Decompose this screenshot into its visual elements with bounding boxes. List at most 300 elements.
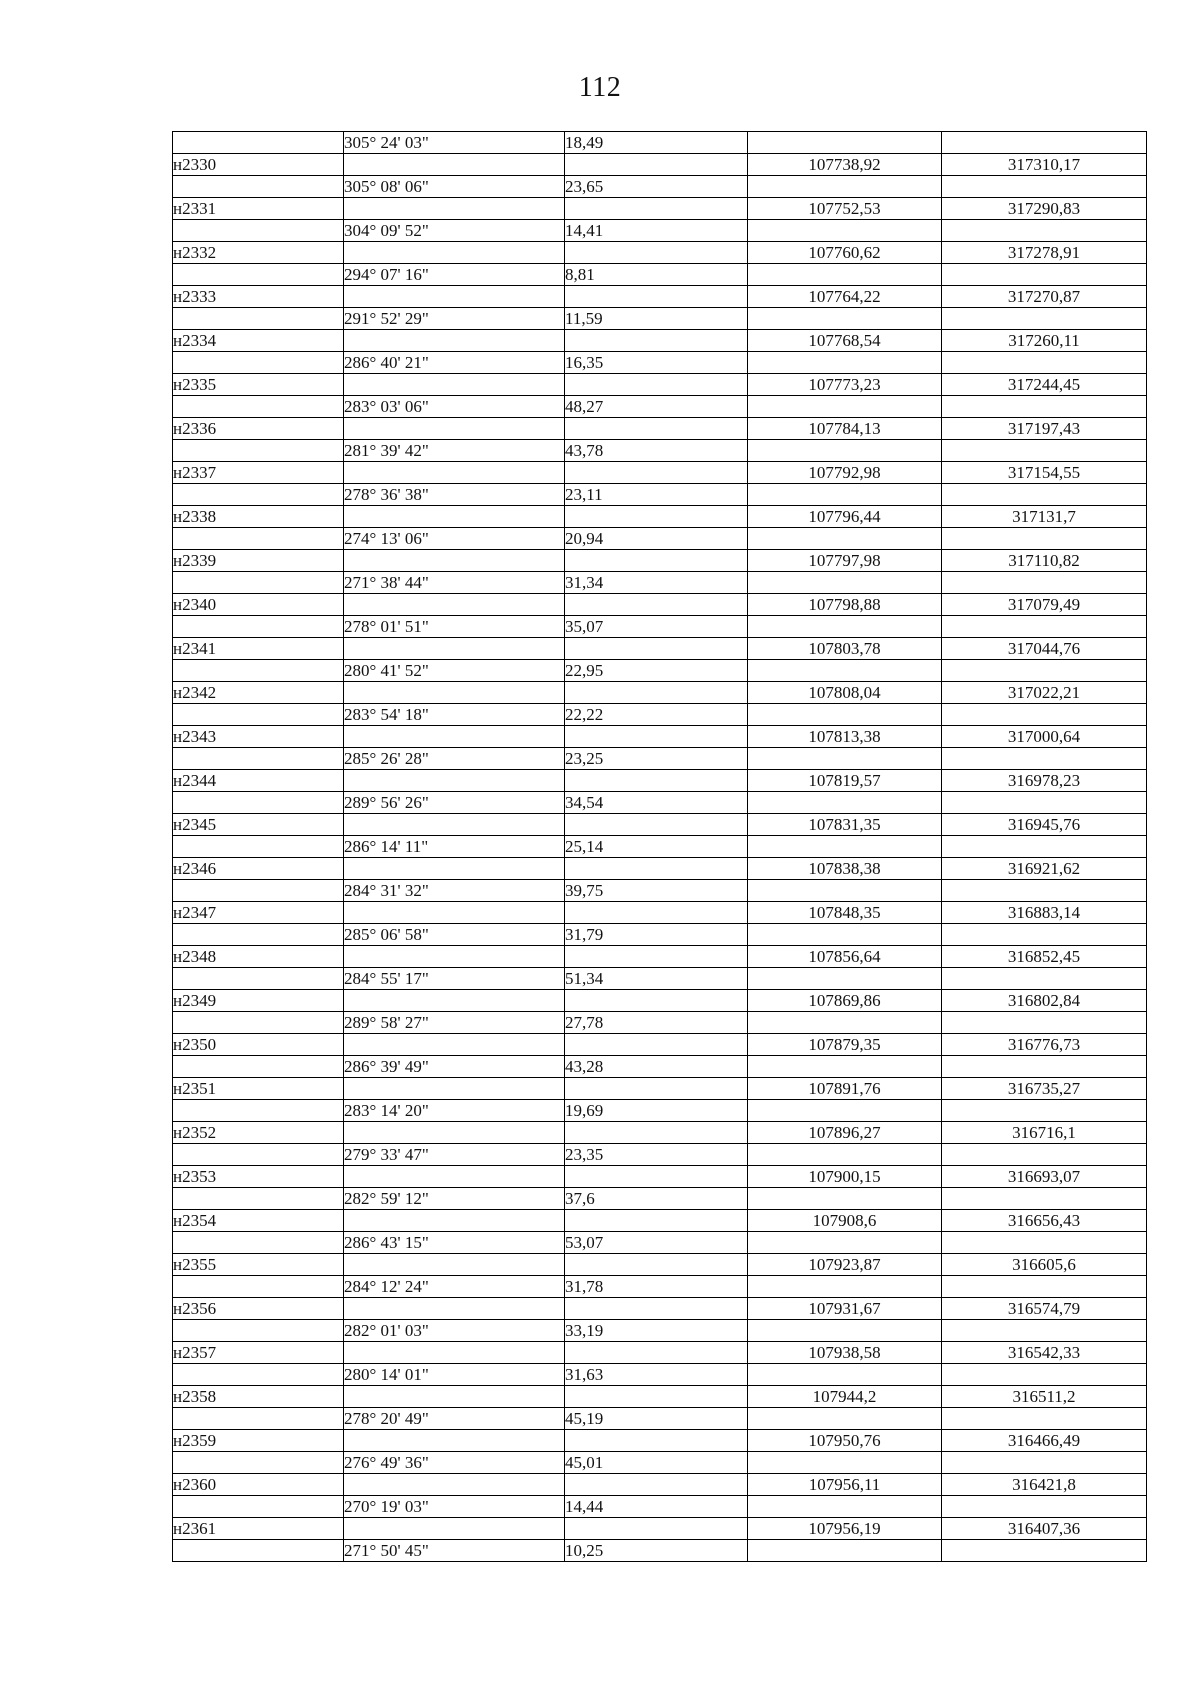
table-row (173, 242, 1147, 264)
x-coordinate-cell: 107956,11 (748, 1474, 942, 1496)
distance-cell (565, 286, 748, 308)
table-row (173, 1144, 1147, 1166)
y-coordinate-cell (942, 264, 1147, 286)
point-name-cell (173, 704, 344, 726)
table-row (173, 1012, 1147, 1034)
distance-cell: 31,79 (565, 924, 748, 946)
distance-cell: 31,34 (565, 572, 748, 594)
point-name-cell: н2349 (173, 990, 344, 1012)
table-row (173, 968, 1147, 990)
distance-cell: 43,28 (565, 1056, 748, 1078)
table-row (173, 660, 1147, 682)
y-coordinate-cell (942, 704, 1147, 726)
y-coordinate-cell (942, 572, 1147, 594)
distance-cell (565, 814, 748, 836)
direction-angle-cell (344, 506, 565, 528)
distance-cell: 25,14 (565, 836, 748, 858)
distance-cell: 14,41 (565, 220, 748, 242)
x-coordinate-cell: 107738,92 (748, 154, 942, 176)
y-coordinate-cell: 317310,17 (942, 154, 1147, 176)
distance-cell: 11,59 (565, 308, 748, 330)
table-row (173, 1056, 1147, 1078)
distance-cell (565, 154, 748, 176)
x-coordinate-cell (748, 1276, 942, 1298)
x-coordinate-cell: 107819,57 (748, 770, 942, 792)
table-row (173, 1188, 1147, 1210)
x-coordinate-cell (748, 704, 942, 726)
y-coordinate-cell: 316407,36 (942, 1518, 1147, 1540)
point-name-cell (173, 924, 344, 946)
direction-angle-cell: 274° 13' 06" (344, 528, 565, 550)
table-row (173, 220, 1147, 242)
x-coordinate-cell (748, 880, 942, 902)
table-row (173, 704, 1147, 726)
x-coordinate-cell: 107956,19 (748, 1518, 942, 1540)
y-coordinate-cell: 316945,76 (942, 814, 1147, 836)
page-number: 112 (578, 72, 622, 103)
y-coordinate-cell: 316693,07 (942, 1166, 1147, 1188)
y-coordinate-cell: 316883,14 (942, 902, 1147, 924)
y-coordinate-cell: 316802,84 (942, 990, 1147, 1012)
y-coordinate-cell (942, 1232, 1147, 1254)
point-name-cell (173, 1452, 344, 1474)
distance-cell: 23,65 (565, 176, 748, 198)
direction-angle-cell (344, 1474, 565, 1496)
distance-cell (565, 506, 748, 528)
direction-angle-cell (344, 462, 565, 484)
distance-cell: 51,34 (565, 968, 748, 990)
y-coordinate-cell (942, 1320, 1147, 1342)
distance-cell (565, 1386, 748, 1408)
x-coordinate-cell: 107764,22 (748, 286, 942, 308)
distance-cell: 45,01 (565, 1452, 748, 1474)
distance-cell (565, 1210, 748, 1232)
table-row (173, 1430, 1147, 1452)
x-coordinate-cell: 107923,87 (748, 1254, 942, 1276)
distance-cell (565, 770, 748, 792)
distance-cell: 10,25 (565, 1540, 748, 1562)
x-coordinate-cell (748, 1496, 942, 1518)
direction-angle-cell: 278° 36' 38" (344, 484, 565, 506)
y-coordinate-cell (942, 968, 1147, 990)
y-coordinate-cell (942, 792, 1147, 814)
x-coordinate-cell (748, 792, 942, 814)
table-row (173, 352, 1147, 374)
direction-angle-cell (344, 330, 565, 352)
table-row (173, 132, 1147, 154)
point-name-cell (173, 880, 344, 902)
x-coordinate-cell (748, 1320, 942, 1342)
y-coordinate-cell (942, 1012, 1147, 1034)
distance-cell (565, 374, 748, 396)
y-coordinate-cell (942, 308, 1147, 330)
x-coordinate-cell: 107950,76 (748, 1430, 942, 1452)
point-name-cell: н2344 (173, 770, 344, 792)
x-coordinate-cell: 107784,13 (748, 418, 942, 440)
point-name-cell: н2330 (173, 154, 344, 176)
x-coordinate-cell: 107768,54 (748, 330, 942, 352)
table-row (173, 1496, 1147, 1518)
y-coordinate-cell (942, 1496, 1147, 1518)
direction-angle-cell: 276° 49' 36" (344, 1452, 565, 1474)
direction-angle-cell: 304° 09' 52" (344, 220, 565, 242)
distance-cell (565, 1078, 748, 1100)
y-coordinate-cell: 317131,7 (942, 506, 1147, 528)
y-coordinate-cell: 316776,73 (942, 1034, 1147, 1056)
table-row (173, 1408, 1147, 1430)
direction-angle-cell (344, 770, 565, 792)
direction-angle-cell: 291° 52' 29" (344, 308, 565, 330)
y-coordinate-cell (942, 396, 1147, 418)
point-name-cell (173, 1056, 344, 1078)
table-row (173, 880, 1147, 902)
y-coordinate-cell (942, 660, 1147, 682)
point-name-cell (173, 484, 344, 506)
direction-angle-cell: 271° 38' 44" (344, 572, 565, 594)
direction-angle-cell (344, 154, 565, 176)
x-coordinate-cell (748, 1540, 942, 1562)
direction-angle-cell: 278° 01' 51" (344, 616, 565, 638)
y-coordinate-cell: 317110,82 (942, 550, 1147, 572)
point-name-cell (173, 440, 344, 462)
point-name-cell: н2347 (173, 902, 344, 924)
direction-angle-cell (344, 1166, 565, 1188)
table-row (173, 770, 1147, 792)
direction-angle-cell (344, 1518, 565, 1540)
distance-cell (565, 682, 748, 704)
table-row (173, 1276, 1147, 1298)
x-coordinate-cell (748, 968, 942, 990)
table-row (173, 374, 1147, 396)
point-name-cell (173, 220, 344, 242)
distance-cell (565, 946, 748, 968)
x-coordinate-cell: 107798,88 (748, 594, 942, 616)
y-coordinate-cell (942, 836, 1147, 858)
point-name-cell (173, 1100, 344, 1122)
distance-cell: 8,81 (565, 264, 748, 286)
table-row (173, 1474, 1147, 1496)
direction-angle-cell: 305° 08' 06" (344, 176, 565, 198)
x-coordinate-cell: 107848,35 (748, 902, 942, 924)
point-name-cell: н2346 (173, 858, 344, 880)
point-name-cell (173, 176, 344, 198)
distance-cell (565, 198, 748, 220)
direction-angle-cell (344, 1122, 565, 1144)
y-coordinate-cell: 317000,64 (942, 726, 1147, 748)
point-name-cell (173, 1012, 344, 1034)
point-name-cell: н2361 (173, 1518, 344, 1540)
distance-cell: 53,07 (565, 1232, 748, 1254)
point-name-cell: н2333 (173, 286, 344, 308)
y-coordinate-cell (942, 352, 1147, 374)
point-name-cell: н2350 (173, 1034, 344, 1056)
direction-angle-cell: 282° 59' 12" (344, 1188, 565, 1210)
x-coordinate-cell (748, 440, 942, 462)
distance-cell (565, 594, 748, 616)
direction-angle-cell: 280° 14' 01" (344, 1364, 565, 1386)
point-name-cell: н2338 (173, 506, 344, 528)
distance-cell: 43,78 (565, 440, 748, 462)
distance-cell: 37,6 (565, 1188, 748, 1210)
direction-angle-cell: 282° 01' 03" (344, 1320, 565, 1342)
point-name-cell: н2342 (173, 682, 344, 704)
table-row (173, 1320, 1147, 1342)
table-row (173, 264, 1147, 286)
x-coordinate-cell: 107752,53 (748, 198, 942, 220)
x-coordinate-cell: 107900,15 (748, 1166, 942, 1188)
y-coordinate-cell: 316421,8 (942, 1474, 1147, 1496)
point-name-cell: н2348 (173, 946, 344, 968)
point-name-cell: н2334 (173, 330, 344, 352)
point-name-cell: н2336 (173, 418, 344, 440)
point-name-cell (173, 968, 344, 990)
x-coordinate-cell (748, 836, 942, 858)
direction-angle-cell: 284° 31' 32" (344, 880, 565, 902)
point-name-cell (173, 1408, 344, 1430)
direction-angle-cell (344, 1386, 565, 1408)
x-coordinate-cell: 107938,58 (748, 1342, 942, 1364)
y-coordinate-cell: 317197,43 (942, 418, 1147, 440)
y-coordinate-cell (942, 1408, 1147, 1430)
x-coordinate-cell (748, 616, 942, 638)
y-coordinate-cell: 317260,11 (942, 330, 1147, 352)
x-coordinate-cell (748, 396, 942, 418)
point-name-cell: н2331 (173, 198, 344, 220)
point-name-cell: н2357 (173, 1342, 344, 1364)
direction-angle-cell (344, 990, 565, 1012)
direction-angle-cell: 283° 03' 06" (344, 396, 565, 418)
x-coordinate-cell (748, 308, 942, 330)
y-coordinate-cell (942, 484, 1147, 506)
table-row (173, 308, 1147, 330)
table-row (173, 154, 1147, 176)
table-row (173, 1210, 1147, 1232)
distance-cell (565, 990, 748, 1012)
point-name-cell: н2352 (173, 1122, 344, 1144)
distance-cell: 45,19 (565, 1408, 748, 1430)
x-coordinate-cell (748, 528, 942, 550)
y-coordinate-cell (942, 132, 1147, 154)
x-coordinate-cell: 107879,35 (748, 1034, 942, 1056)
distance-cell: 16,35 (565, 352, 748, 374)
y-coordinate-cell: 316656,43 (942, 1210, 1147, 1232)
y-coordinate-cell (942, 1540, 1147, 1562)
table-row (173, 550, 1147, 572)
direction-angle-cell: 283° 54' 18" (344, 704, 565, 726)
direction-angle-cell (344, 286, 565, 308)
point-name-cell (173, 1144, 344, 1166)
y-coordinate-cell: 317290,83 (942, 198, 1147, 220)
point-name-cell: н2332 (173, 242, 344, 264)
y-coordinate-cell (942, 1188, 1147, 1210)
table-row (173, 924, 1147, 946)
point-name-cell: н2360 (173, 1474, 344, 1496)
point-name-cell (173, 264, 344, 286)
direction-angle-cell (344, 1078, 565, 1100)
x-coordinate-cell: 107931,67 (748, 1298, 942, 1320)
point-name-cell (173, 1232, 344, 1254)
y-coordinate-cell: 317244,45 (942, 374, 1147, 396)
table-row (173, 594, 1147, 616)
x-coordinate-cell (748, 264, 942, 286)
x-coordinate-cell: 107773,23 (748, 374, 942, 396)
x-coordinate-cell: 107831,35 (748, 814, 942, 836)
table-row (173, 528, 1147, 550)
distance-cell: 23,35 (565, 1144, 748, 1166)
distance-cell (565, 1034, 748, 1056)
y-coordinate-cell (942, 616, 1147, 638)
x-coordinate-cell (748, 352, 942, 374)
direction-angle-cell: 289° 56' 26" (344, 792, 565, 814)
point-name-cell (173, 352, 344, 374)
table-row (173, 858, 1147, 880)
point-name-cell (173, 308, 344, 330)
y-coordinate-cell: 316921,62 (942, 858, 1147, 880)
direction-angle-cell: 286° 39' 49" (344, 1056, 565, 1078)
y-coordinate-cell (942, 528, 1147, 550)
point-name-cell (173, 1540, 344, 1562)
x-coordinate-cell: 107792,98 (748, 462, 942, 484)
direction-angle-cell (344, 726, 565, 748)
x-coordinate-cell (748, 1408, 942, 1430)
distance-cell: 18,49 (565, 132, 748, 154)
point-name-cell: н2343 (173, 726, 344, 748)
point-name-cell (173, 572, 344, 594)
distance-cell: 48,27 (565, 396, 748, 418)
y-coordinate-cell: 317270,87 (942, 286, 1147, 308)
point-name-cell (173, 1496, 344, 1518)
direction-angle-cell: 270° 19' 03" (344, 1496, 565, 1518)
y-coordinate-cell (942, 1100, 1147, 1122)
distance-cell (565, 858, 748, 880)
point-name-cell (173, 132, 344, 154)
table-row (173, 506, 1147, 528)
point-name-cell: н2345 (173, 814, 344, 836)
direction-angle-cell (344, 1430, 565, 1452)
x-coordinate-cell (748, 1144, 942, 1166)
table-row (173, 1232, 1147, 1254)
table-row (173, 1100, 1147, 1122)
table-row (173, 176, 1147, 198)
direction-angle-cell: 305° 24' 03" (344, 132, 565, 154)
y-coordinate-cell: 317278,91 (942, 242, 1147, 264)
direction-angle-cell (344, 374, 565, 396)
x-coordinate-cell: 107944,2 (748, 1386, 942, 1408)
y-coordinate-cell: 316605,6 (942, 1254, 1147, 1276)
y-coordinate-cell: 316511,2 (942, 1386, 1147, 1408)
direction-angle-cell: 286° 14' 11" (344, 836, 565, 858)
direction-angle-cell: 271° 50' 45" (344, 1540, 565, 1562)
distance-cell (565, 638, 748, 660)
table-row (173, 572, 1147, 594)
table-row (173, 286, 1147, 308)
distance-cell (565, 1166, 748, 1188)
direction-angle-cell (344, 1210, 565, 1232)
direction-angle-cell: 285° 06' 58" (344, 924, 565, 946)
x-coordinate-cell (748, 484, 942, 506)
table-row (173, 814, 1147, 836)
y-coordinate-cell: 317044,76 (942, 638, 1147, 660)
y-coordinate-cell (942, 1452, 1147, 1474)
direction-angle-cell: 294° 07' 16" (344, 264, 565, 286)
y-coordinate-cell: 317022,21 (942, 682, 1147, 704)
x-coordinate-cell (748, 1100, 942, 1122)
x-coordinate-cell (748, 924, 942, 946)
y-coordinate-cell: 316716,1 (942, 1122, 1147, 1144)
point-name-cell (173, 616, 344, 638)
table-row (173, 748, 1147, 770)
direction-angle-cell (344, 1298, 565, 1320)
point-name-cell (173, 396, 344, 418)
direction-angle-cell: 286° 40' 21" (344, 352, 565, 374)
distance-cell: 31,63 (565, 1364, 748, 1386)
x-coordinate-cell: 107803,78 (748, 638, 942, 660)
point-name-cell: н2355 (173, 1254, 344, 1276)
point-name-cell (173, 748, 344, 770)
x-coordinate-cell (748, 1012, 942, 1034)
table-row (173, 1364, 1147, 1386)
table-row (173, 484, 1147, 506)
table-row (173, 836, 1147, 858)
table-row (173, 1518, 1147, 1540)
y-coordinate-cell: 317154,55 (942, 462, 1147, 484)
direction-angle-cell (344, 550, 565, 572)
direction-angle-cell: 284° 55' 17" (344, 968, 565, 990)
y-coordinate-cell (942, 924, 1147, 946)
direction-angle-cell (344, 1034, 565, 1056)
table-row (173, 902, 1147, 924)
table-row (173, 1386, 1147, 1408)
table-row (173, 440, 1147, 462)
direction-angle-cell (344, 858, 565, 880)
point-name-cell (173, 836, 344, 858)
table-row (173, 792, 1147, 814)
distance-cell: 27,78 (565, 1012, 748, 1034)
y-coordinate-cell (942, 1144, 1147, 1166)
point-name-cell: н2359 (173, 1430, 344, 1452)
y-coordinate-cell (942, 748, 1147, 770)
point-name-cell: н2340 (173, 594, 344, 616)
direction-angle-cell (344, 682, 565, 704)
direction-angle-cell (344, 638, 565, 660)
table-row (173, 462, 1147, 484)
y-coordinate-cell (942, 1364, 1147, 1386)
x-coordinate-cell: 107891,76 (748, 1078, 942, 1100)
point-name-cell (173, 528, 344, 550)
direction-angle-cell: 285° 26' 28" (344, 748, 565, 770)
table-row (173, 1034, 1147, 1056)
direction-angle-cell: 289° 58' 27" (344, 1012, 565, 1034)
point-name-cell: н2356 (173, 1298, 344, 1320)
direction-angle-cell (344, 1254, 565, 1276)
point-name-cell (173, 792, 344, 814)
x-coordinate-cell: 107838,38 (748, 858, 942, 880)
direction-angle-cell (344, 946, 565, 968)
y-coordinate-cell: 316542,33 (942, 1342, 1147, 1364)
table-row (173, 990, 1147, 1012)
table-row (173, 1540, 1147, 1562)
table-row (173, 1298, 1147, 1320)
direction-angle-cell (344, 418, 565, 440)
x-coordinate-cell: 107869,86 (748, 990, 942, 1012)
y-coordinate-cell (942, 1056, 1147, 1078)
distance-cell (565, 902, 748, 924)
direction-angle-cell (344, 198, 565, 220)
y-coordinate-cell: 316574,79 (942, 1298, 1147, 1320)
distance-cell: 23,25 (565, 748, 748, 770)
y-coordinate-cell: 317079,49 (942, 594, 1147, 616)
x-coordinate-cell (748, 1452, 942, 1474)
